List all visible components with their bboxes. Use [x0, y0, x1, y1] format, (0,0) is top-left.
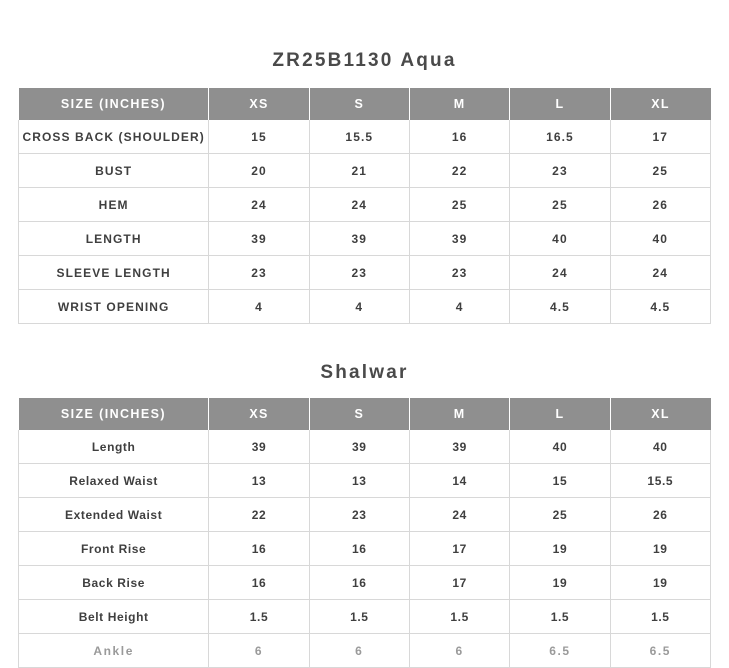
column-header-l: L [510, 398, 610, 430]
table-row [19, 256, 711, 290]
cell-l: 6.5 [510, 634, 610, 668]
cell-l: 23 [510, 154, 610, 188]
cell-m: 17 [409, 532, 509, 566]
cell-l: 40 [510, 430, 610, 464]
cell-m: 16 [409, 120, 509, 154]
table-header-row [19, 398, 711, 430]
row-label: WRIST OPENING [19, 290, 209, 324]
cell-m: 39 [409, 430, 509, 464]
row-label: LENGTH [19, 222, 209, 256]
size-table-top [18, 88, 711, 324]
table-header-bottom [19, 398, 711, 430]
table-header-top [19, 88, 711, 120]
cell-xl: 25 [610, 154, 710, 188]
row-label: Belt Height [19, 600, 209, 634]
table-row [19, 120, 711, 154]
table-row [19, 600, 711, 634]
row-label: Ankle [19, 634, 209, 668]
cell-xl: 19 [610, 532, 710, 566]
column-header-s: S [309, 88, 409, 120]
column-header-xl: XL [610, 88, 710, 120]
table-row [19, 222, 711, 256]
cell-xs: 6 [209, 634, 309, 668]
column-header-size: SIZE (INCHES) [19, 398, 209, 430]
cell-m: 4 [409, 290, 509, 324]
cell-l: 15 [510, 464, 610, 498]
cell-s: 6 [309, 634, 409, 668]
cell-xl: 1.5 [610, 600, 710, 634]
cell-xl: 17 [610, 120, 710, 154]
table-row [19, 188, 711, 222]
cell-m: 22 [409, 154, 509, 188]
table-row [19, 566, 711, 600]
row-label: CROSS BACK (SHOULDER) [19, 120, 209, 154]
cell-s: 16 [309, 566, 409, 600]
table-row [19, 430, 711, 464]
cell-xl: 24 [610, 256, 710, 290]
cell-l: 19 [510, 566, 610, 600]
column-header-size: SIZE (INCHES) [19, 88, 209, 120]
cell-s: 15.5 [309, 120, 409, 154]
table-body-top [19, 120, 711, 324]
cell-xs: 39 [209, 430, 309, 464]
cell-s: 39 [309, 222, 409, 256]
cell-xl: 4.5 [610, 290, 710, 324]
cell-xs: 24 [209, 188, 309, 222]
cell-xs: 22 [209, 498, 309, 532]
table-row [19, 464, 711, 498]
cell-s: 24 [309, 188, 409, 222]
column-header-m: M [409, 398, 509, 430]
cell-s: 13 [309, 464, 409, 498]
cell-s: 21 [309, 154, 409, 188]
row-label: Front Rise [19, 532, 209, 566]
cell-s: 4 [309, 290, 409, 324]
cell-xs: 20 [209, 154, 309, 188]
cell-xl: 15.5 [610, 464, 710, 498]
column-header-xs: XS [209, 398, 309, 430]
cell-xs: 16 [209, 532, 309, 566]
column-header-m: M [409, 88, 509, 120]
cell-xl: 19 [610, 566, 710, 600]
cell-l: 16.5 [510, 120, 610, 154]
row-label: Length [19, 430, 209, 464]
page-title-bottom: Shalwar [320, 362, 409, 383]
cell-m: 24 [409, 498, 509, 532]
cell-s: 23 [309, 498, 409, 532]
cell-xs: 39 [209, 222, 309, 256]
cell-m: 6 [409, 634, 509, 668]
cell-xl: 6.5 [610, 634, 710, 668]
cell-s: 39 [309, 430, 409, 464]
table-row [19, 498, 711, 532]
cell-m: 14 [409, 464, 509, 498]
column-header-l: L [510, 88, 610, 120]
cell-xs: 1.5 [209, 600, 309, 634]
cell-l: 25 [510, 188, 610, 222]
cell-xs: 23 [209, 256, 309, 290]
cell-xs: 4 [209, 290, 309, 324]
column-header-xs: XS [209, 88, 309, 120]
cell-m: 25 [409, 188, 509, 222]
row-label: Extended Waist [19, 498, 209, 532]
row-label: HEM [19, 188, 209, 222]
cell-l: 25 [510, 498, 610, 532]
column-header-xl: XL [610, 398, 710, 430]
cell-m: 39 [409, 222, 509, 256]
cell-xl: 26 [610, 188, 710, 222]
page-title-top: ZR25B1130 Aqua [272, 50, 457, 71]
table-row [19, 290, 711, 324]
table-row [19, 532, 711, 566]
cell-l: 1.5 [510, 600, 610, 634]
table-header-row [19, 88, 711, 120]
cell-l: 24 [510, 256, 610, 290]
cell-xs: 16 [209, 566, 309, 600]
row-label: BUST [19, 154, 209, 188]
cell-m: 23 [409, 256, 509, 290]
table-body-bottom [19, 430, 711, 668]
size-table-bottom [18, 398, 711, 668]
cell-xs: 13 [209, 464, 309, 498]
cell-l: 4.5 [510, 290, 610, 324]
cell-m: 1.5 [409, 600, 509, 634]
row-label: Back Rise [19, 566, 209, 600]
cell-xl: 40 [610, 430, 710, 464]
cell-l: 19 [510, 532, 610, 566]
cell-l: 40 [510, 222, 610, 256]
cell-s: 16 [309, 532, 409, 566]
cell-xs: 15 [209, 120, 309, 154]
row-label: SLEEVE LENGTH [19, 256, 209, 290]
cell-xl: 40 [610, 222, 710, 256]
row-label: Relaxed Waist [19, 464, 209, 498]
cell-s: 23 [309, 256, 409, 290]
cell-s: 1.5 [309, 600, 409, 634]
column-header-s: S [309, 398, 409, 430]
cell-m: 17 [409, 566, 509, 600]
table-row [19, 154, 711, 188]
cell-xl: 26 [610, 498, 710, 532]
table-row [19, 634, 711, 668]
